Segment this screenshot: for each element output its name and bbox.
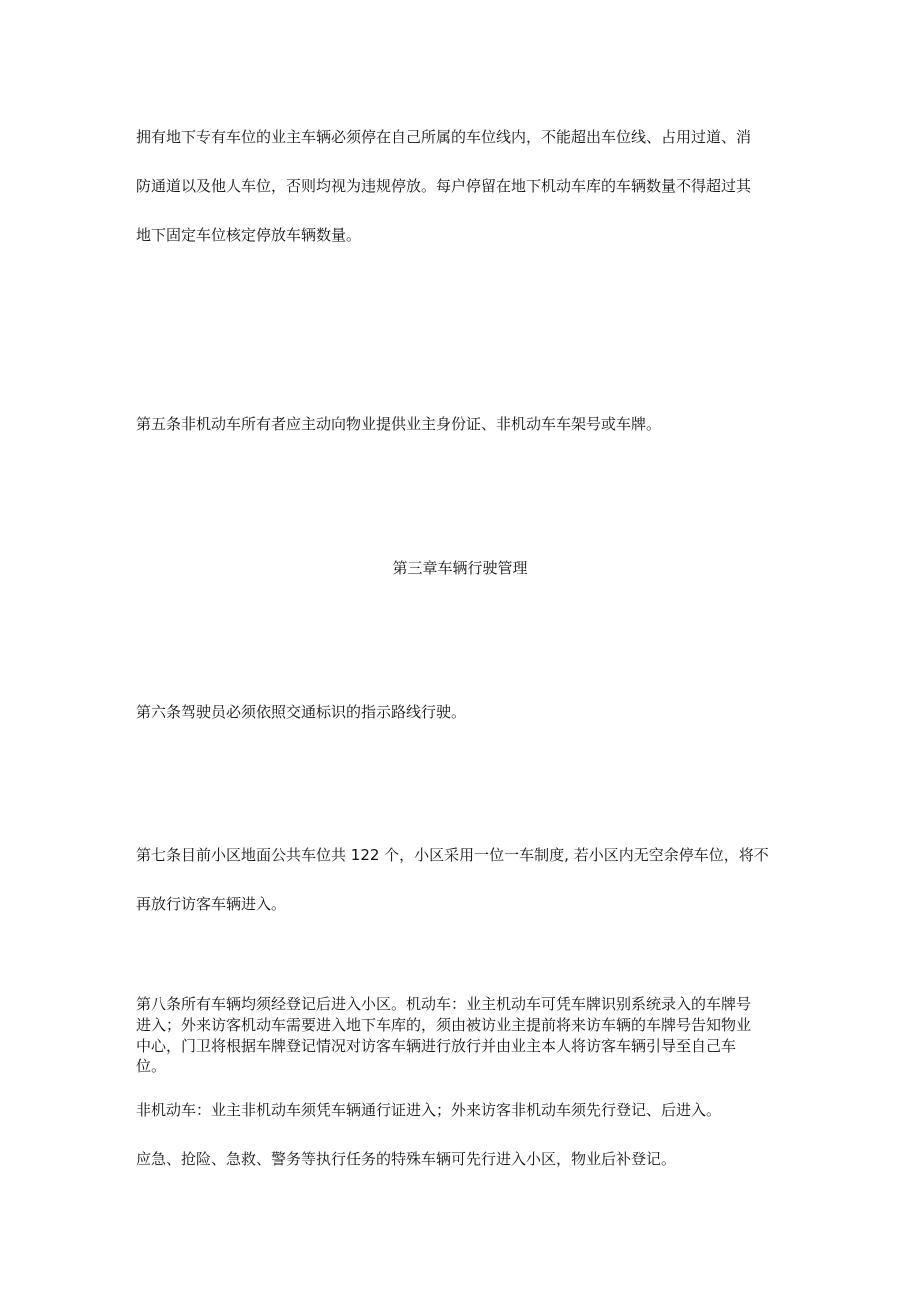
- article-7-line-1: 第七条目前小区地面公共车位共 122 个，小区采用一位一车制度, 若小区内无空余停车位，将不: [136, 846, 769, 864]
- article-8-line-3: 中心，门卫将根据车牌登记情况对访客车辆进行放行并由业主本人将访客车辆引导至自己车: [136, 1037, 737, 1055]
- article-5-text: 第五条非机动车所有者应主动向物业提供业主身份证、非机动车车架号或车牌。: [136, 415, 662, 433]
- article-7-line-2: 再放行访客车辆进入。: [136, 895, 287, 913]
- article-8-line-2: 进入；外来访客机动车需要进入地下车库的，须由被访业主提前将来访车辆的车牌号告知物业: [136, 1016, 752, 1034]
- chapter-3-title: 第三章车辆行驶管理: [392, 559, 528, 577]
- emergency-paragraph: 应急、抢险、急救、警务等执行任务的特殊车辆可先行进入小区，物业后补登记。: [136, 1150, 677, 1168]
- paragraph-1-line-2: 防通道以及他人车位，否则均视为违规停放。每户停留在地下机动车库的车辆数量不得超过其: [136, 177, 752, 195]
- article-6-text: 第六条驾驶员必须依照交通标识的指示路线行驶。: [136, 703, 467, 721]
- article-8-line-1: 第八条所有车辆均须经登记后进入小区。机动车：业主机动车可凭车牌识别系统录入的车牌号: [136, 995, 752, 1013]
- non-motor-paragraph: 非机动车：业主非机动车须凭车辆通行证进入；外来访客非机动车须先行登记、后进入。: [136, 1101, 722, 1119]
- article-8-line-4: 位。: [136, 1057, 167, 1075]
- paragraph-1-line-3: 地下固定车位核定停放车辆数量。: [136, 226, 362, 244]
- paragraph-1-line-1: 拥有地下专有车位的业主车辆必须停在自己所属的车位线内，不能超出车位线、占用过道、消: [136, 128, 752, 146]
